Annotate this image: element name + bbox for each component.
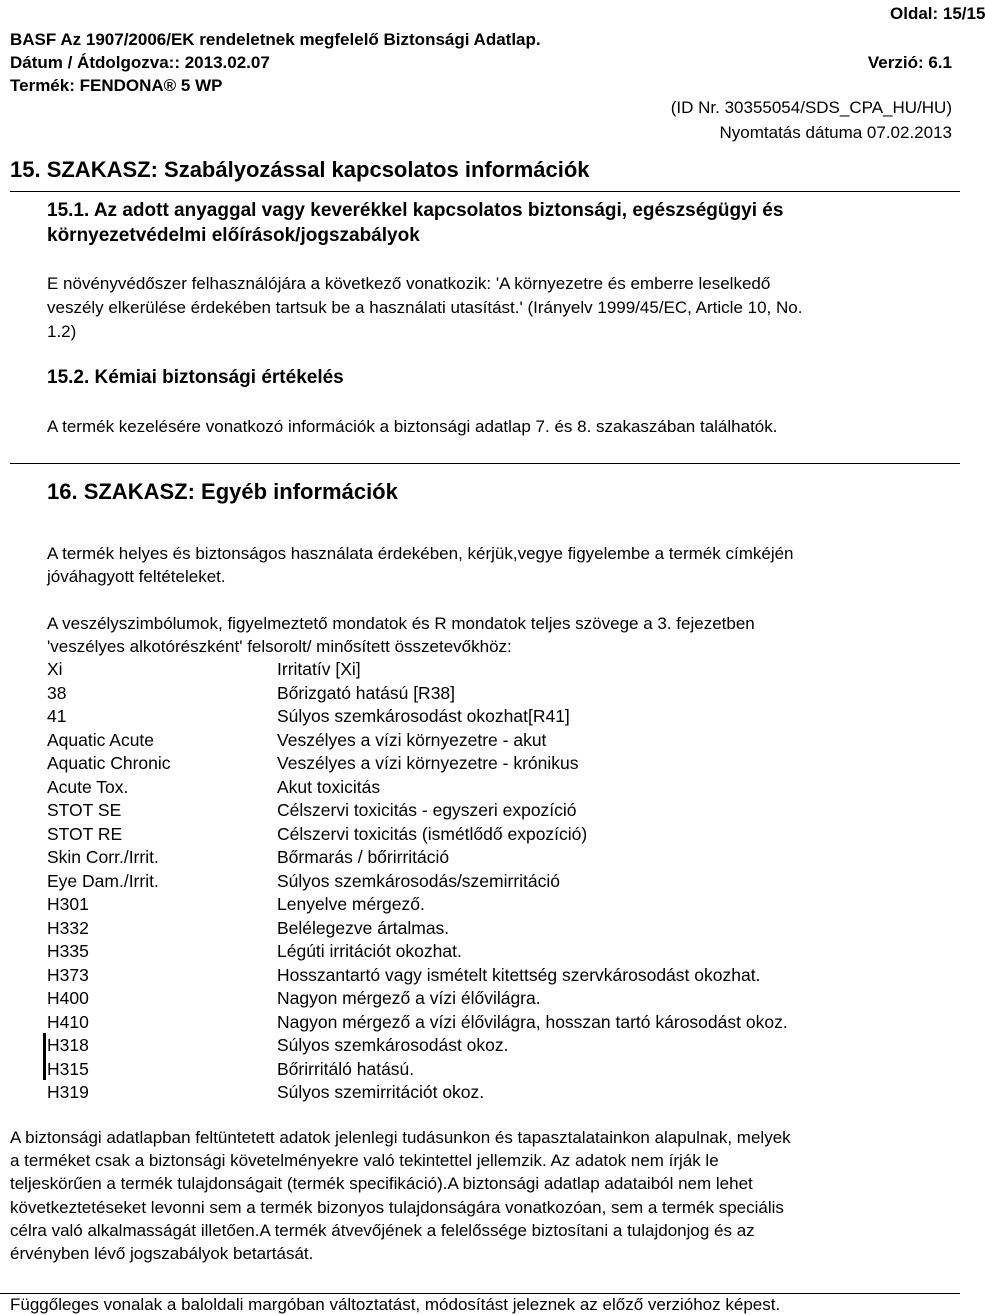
abbreviation-description: Bőrizgató hatású [R38]: [277, 682, 456, 703]
abbreviation-code: Aquatic Chronic: [47, 753, 171, 773]
change-marker-bar: [43, 1033, 46, 1080]
revision-date: Dátum / Átdolgozva:: 2013.02.07: [10, 53, 270, 72]
subsection-15-1-title: 15.1. Az adott anyaggal vagy keverékkel kapcsolatos biztonsági, egészségügyi és: [47, 200, 784, 221]
abbreviation-description: Légúti irritációt okozhat.: [277, 941, 462, 961]
abbreviation-description: Súlyos szemkárosodást okozhat[R41]: [277, 706, 570, 726]
section-16-title: 16. SZAKASZ: Egyéb információk: [47, 479, 398, 504]
subsection-15-1-title-cont: környezetvédelmi előírások/jogszabályok: [47, 225, 420, 246]
paragraph-usage-cont: jóváhagyott feltételeket.: [47, 567, 226, 586]
abbreviation-code: Acute Tox.: [47, 776, 129, 797]
disclaimer-line: A biztonsági adatlapban feltüntetett adatok jelenlegi tudásunkon és tapasztalatainkon alapulnak, melyek: [10, 1128, 791, 1147]
abbreviation-description: Súlyos szemkárosodás/szemirritáció: [277, 870, 561, 891]
abbreviation-code: H410: [47, 1011, 89, 1032]
disclaimer-line: a terméket csak a biztonsági követelményekre való tekintettel jellemzik. Az adatok nem írják le: [10, 1151, 719, 1171]
abbreviation-code: H315: [47, 1058, 89, 1079]
paragraph-hazard-intro-cont: 'veszélyes alkotórészként' felsorolt/ minősített összetevőkhöz:: [47, 637, 512, 656]
subsection-15-2-text: A termék kezelésére vonatkozó információk a biztonsági adatlap 7. és 8. szakaszában találhatók.: [47, 417, 778, 436]
abbreviation-code: H319: [47, 1082, 89, 1102]
abbreviation-description: Hosszantartó vagy ismételt kitettség szervkárosodást okozhat.: [277, 964, 761, 985]
abbreviation-description: Belélegezve ártalmas.: [277, 917, 450, 938]
abbreviation-code: H400: [47, 988, 89, 1008]
abbreviation-code: 38: [47, 682, 67, 703]
abbreviation-code: STOT RE: [47, 823, 123, 844]
abbreviation-code: H373: [47, 964, 89, 985]
abbreviation-description: Akut toxicitás: [277, 776, 381, 797]
subsection-15-1-text: E növényvédőszer felhasználójára a következő vonatkozik: 'A környezetre és emberre leselkedő: [47, 274, 771, 293]
version: Verzió: 6.1: [867, 53, 952, 72]
abbreviation-description: Nagyon mérgező a vízi élővilágra, hosszan tartó károsodást okoz.: [277, 1011, 788, 1032]
abbreviation-description: Veszélyes a vízi környezetre - krónikus: [277, 753, 579, 773]
abbreviation-code: 41: [47, 706, 67, 726]
paragraph-hazard-intro: A veszélyszimbólumok, figyelmeztető mondatok és R mondatok teljes szövege a 3. fejezetben: [47, 614, 755, 633]
abbreviation-code: Xi: [47, 659, 63, 679]
abbreviation-code: Aquatic Acute: [47, 729, 155, 750]
abbreviation-code: H301: [47, 894, 89, 914]
subsection-15-1-text-end: 1.2): [47, 322, 77, 341]
document-id: (ID Nr. 30355054/SDS_CPA_HU/HU): [670, 98, 952, 117]
section-15-title: 15. SZAKASZ: Szabályozással kapcsolatos információk: [10, 157, 590, 182]
print-date: Nyomtatás dátuma 07.02.2013: [719, 123, 952, 142]
subsection-15-2-title: 15.2. Kémiai biztonsági értékelés: [47, 367, 344, 388]
page-number: Oldal: 15/15: [890, 4, 985, 23]
divider: [0, 1293, 960, 1294]
subsection-15-1-text-cont: veszély elkerülése érdekében tartsuk be a használati utasítást.' (Irányelv 1999/45/EC, Article 10, No.: [47, 298, 803, 317]
disclaimer-line: következtetéseket levonni sem a termék bizonyos tulajdonságára vonatkozóan, sem a termék speciális: [10, 1197, 784, 1217]
disclaimer-line: érvényben lévő jogszabályok betartását.: [10, 1244, 314, 1263]
product-name: Termék: FENDONA® 5 WP: [10, 76, 223, 95]
abbreviation-description: Súlyos szemirritációt okoz.: [277, 1082, 485, 1102]
divider: [10, 463, 960, 464]
abbreviation-description: Lenyelve mérgező.: [277, 894, 425, 914]
abbreviation-description: Veszélyes a vízi környezetre - akut: [277, 729, 547, 750]
abbreviation-code: H318: [47, 1035, 89, 1055]
abbreviation-code: Eye Dam./Irrit.: [47, 870, 159, 891]
abbreviation-description: Nagyon mérgező a vízi élővilágra.: [277, 988, 541, 1008]
disclaimer-line: célra való alkalmasságát illetően.A termék átvevőjének a felelőssége biztosítani a tulajdonjog és az: [10, 1220, 755, 1240]
abbreviation-description: Súlyos szemkárosodást okoz.: [277, 1035, 509, 1055]
abbreviation-code: STOT SE: [47, 800, 122, 820]
abbreviation-code: H332: [47, 917, 89, 938]
abbreviation-description: Célszervi toxicitás (ismétlődő expozíció): [277, 823, 588, 844]
abbreviation-code: Skin Corr./Irrit.: [47, 847, 159, 867]
paragraph-usage: A termék helyes és biztonságos használata érdekében, kérjük,vegye figyelembe a termék címkéjén: [47, 544, 794, 563]
disclaimer-line: teljeskörűen a termék tulajdonságait (termék specifikáció).A biztonsági adatlap adataiból nem lehet: [10, 1174, 753, 1194]
footer-note: Függőleges vonalak a baloldali margóban változtatást, módosítást jeleznek az előző verzióhoz képest.: [10, 1295, 781, 1314]
abbreviation-description: Célszervi toxicitás - egyszeri expozíció: [277, 800, 577, 820]
abbreviation-code: H335: [47, 941, 89, 961]
divider: [10, 191, 960, 192]
regulation-title: BASF Az 1907/2006/EK rendeletnek megfelelő Biztonsági Adatlap.: [10, 30, 541, 49]
abbreviation-description: Bőrirritáló hatású.: [277, 1058, 415, 1079]
abbreviation-description: Irritatív [Xi]: [277, 659, 361, 679]
abbreviation-description: Bőrmarás / bőrirritáció: [277, 847, 450, 867]
